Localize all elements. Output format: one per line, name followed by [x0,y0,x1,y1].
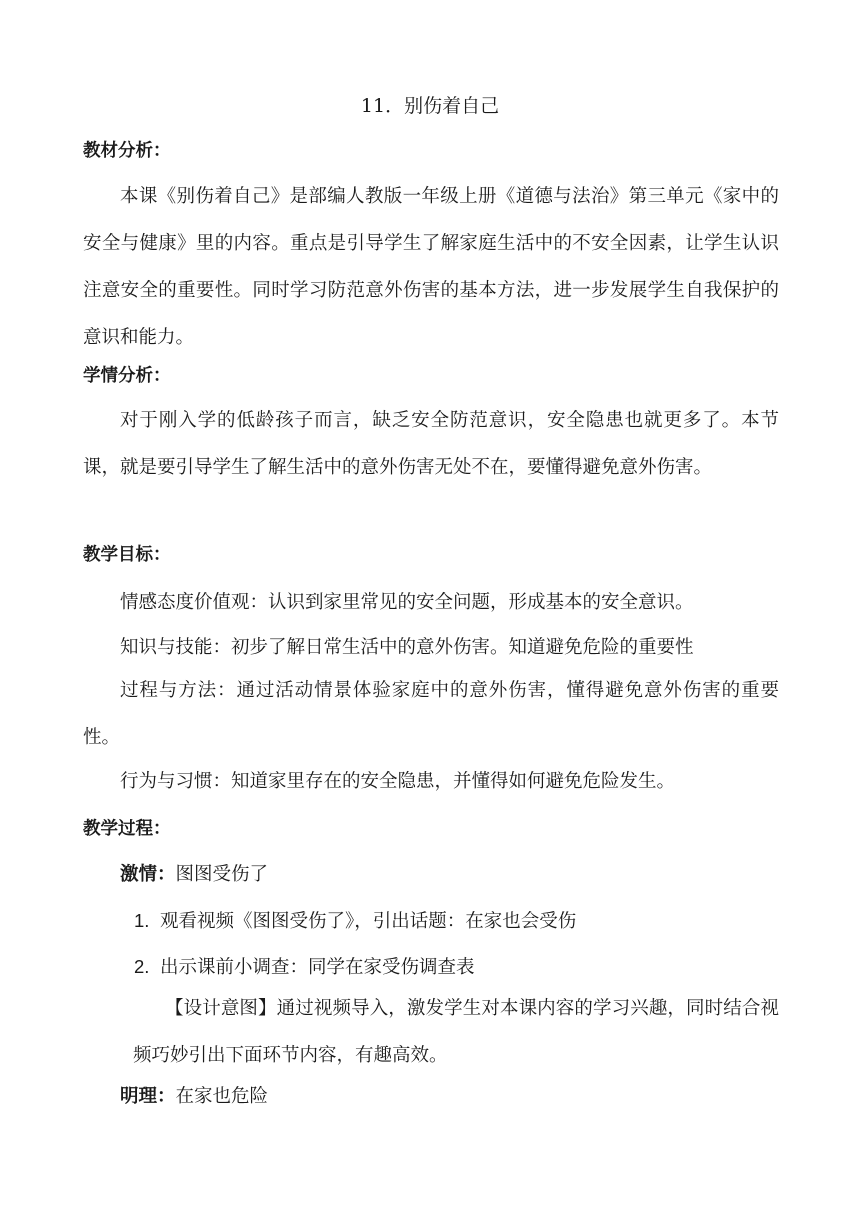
page-title: 11．别伤着自己 [360,95,500,117]
list-item-text: 出示课前小调查：同学在家受伤调查表 [160,957,475,978]
design-intent-label: 【设计意图】 [165,998,277,1019]
heading-material-analysis: 教材分析： [83,141,171,161]
stage-reasoning-text: 在家也危险 [175,1086,269,1107]
paragraph-student-analysis: 对于刚入学的低龄孩子而言，缺乏安全防范意识，安全隐患也就更多了。本节课，就是要引导学生了解生活中的意外伤害无处不在，要懂得避免意外伤害。 [83,410,779,478]
list-item-text: 观看视频《图图受伤了》，引出话题：在家也会受伤 [160,911,577,932]
design-intent-paragraph [133,985,779,1079]
goal-item-knowledge: 知识与技能：初步了解日常生活中的意外伤害。知道避免危险的重要性 [120,637,694,658]
goal-item-behavior: 行为与习惯：知道家里存在的安全隐患，并懂得如何避免危险发生。 [120,771,676,792]
paragraph-material-analysis: 本课《别伤着自己》是部编人教版一年级上册《道德与法治》第三单元《家中的安全与健康》里的内容。重点是引导学生了解家庭生活中的不安全因素，让学生认识注意安全的重要性。同时学习防范意外伤害的基本方法，进一步发展学生自我保护的意识和能力。 [83,186,779,348]
stage-reasoning [120,1083,268,1111]
heading-student-analysis: 学情分析： [83,366,171,386]
stage-inspire-label: 激情： [120,864,176,885]
design-intent-text: 通过视频导入，激发学生对本课内容的学习兴趣，同时结合视频巧妙引出下面环节内容，有趣高效。 [133,998,779,1066]
heading-teaching-goals: 教学目标： [83,545,171,565]
stage-reasoning-label: 明理： [120,1086,176,1107]
heading-teaching-process: 教学过程： [83,819,171,839]
list-item [134,907,576,936]
goal-item-emotion: 情感态度价值观：认识到家里常见的安全问题，形成基本的安全意识。 [120,592,694,613]
list-item-number: 1. [134,910,150,931]
goal-item-process: 过程与方法：通过活动情景体验家庭中的意外伤害，懂得避免意外伤害的重要性。 [83,680,779,748]
stage-inspire [120,861,268,889]
list-item [134,953,475,982]
list-item-number: 2. [134,956,150,977]
stage-inspire-text: 图图受伤了 [175,864,269,885]
